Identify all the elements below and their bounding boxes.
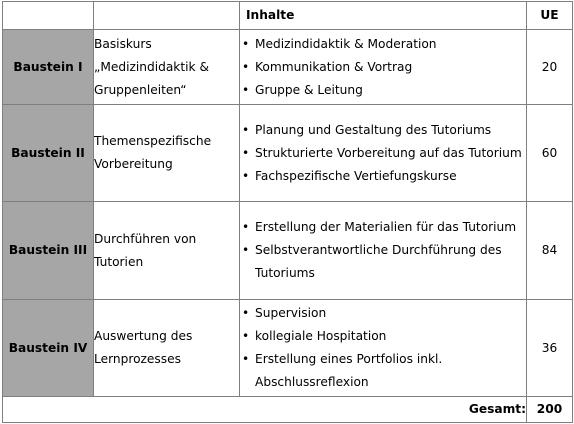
- total-value: 200: [527, 397, 573, 423]
- curriculum-table: [2, 1, 573, 423]
- content-cell: [240, 300, 527, 397]
- ue-value: 60: [527, 105, 573, 202]
- list-item: • kollegiale Hospitation: [240, 325, 526, 348]
- module-title-line: Auswertung des: [94, 329, 193, 343]
- module-title: [94, 30, 240, 105]
- list-item: • Medizindidaktik & Moderation: [240, 33, 526, 56]
- total-label: Gesamt:: [3, 397, 527, 423]
- module-title-line: Durchführen von: [94, 231, 197, 246]
- list-item: • Kommunikation & Vortrag: [240, 56, 526, 79]
- list-item: • Planung und Gestaltung des Tutoriums: [240, 119, 526, 142]
- module-title-line: Vorbereitung: [94, 157, 173, 171]
- content-list: [240, 216, 526, 285]
- module-title: [94, 300, 240, 397]
- ue-value: 36: [527, 300, 573, 397]
- ue-value: 20: [527, 30, 573, 105]
- list-item: • Strukturierte Vorbereitung auf das Tutorium: [240, 142, 526, 165]
- header-inhalte: Inhalte: [240, 2, 527, 30]
- content-list: [240, 33, 526, 102]
- list-item: • Selbstverantwortliche Durchführung des Tutoriums: [240, 239, 526, 285]
- content-cell: [240, 30, 527, 105]
- module-title-line: Lernprozesses: [94, 352, 181, 366]
- table-row: [3, 30, 573, 105]
- header-empty-cell: [94, 2, 240, 30]
- module-title-line: „Medizindidaktik &: [94, 59, 209, 74]
- baustein-label: Baustein IV: [3, 300, 94, 397]
- content-cell: [240, 105, 527, 202]
- table-row: [3, 300, 573, 397]
- module-title-line: Basiskurs: [94, 36, 152, 51]
- module-title-line: Gruppenleiten“: [94, 82, 187, 97]
- header-empty-cell: [3, 2, 94, 30]
- content-list: [240, 119, 526, 188]
- module-title-line: Themenspezifische: [94, 134, 212, 148]
- header-ue: UE: [527, 2, 573, 30]
- total-row: [3, 397, 573, 423]
- list-item: • Erstellung der Materialien für das Tutorium: [240, 216, 526, 239]
- baustein-label: Baustein II: [3, 105, 94, 202]
- content-list: [240, 302, 526, 394]
- table-row: [3, 105, 573, 202]
- list-item: • Fachspezifische Vertiefungskurse: [240, 165, 526, 188]
- table-row: [3, 202, 573, 300]
- module-title-line: Tutorien: [94, 254, 144, 269]
- baustein-label: Baustein I: [3, 30, 94, 105]
- header-row: [3, 2, 573, 30]
- module-title: [94, 202, 240, 300]
- module-title: [94, 105, 240, 202]
- list-item: • Erstellung eines Portfolios inkl. Abschlussreflexion: [240, 348, 526, 394]
- ue-value: 84: [527, 202, 573, 300]
- list-item: • Gruppe & Leitung: [240, 79, 526, 102]
- baustein-label: Baustein III: [3, 202, 94, 300]
- list-item: • Supervision: [240, 302, 526, 325]
- content-cell: [240, 202, 527, 300]
